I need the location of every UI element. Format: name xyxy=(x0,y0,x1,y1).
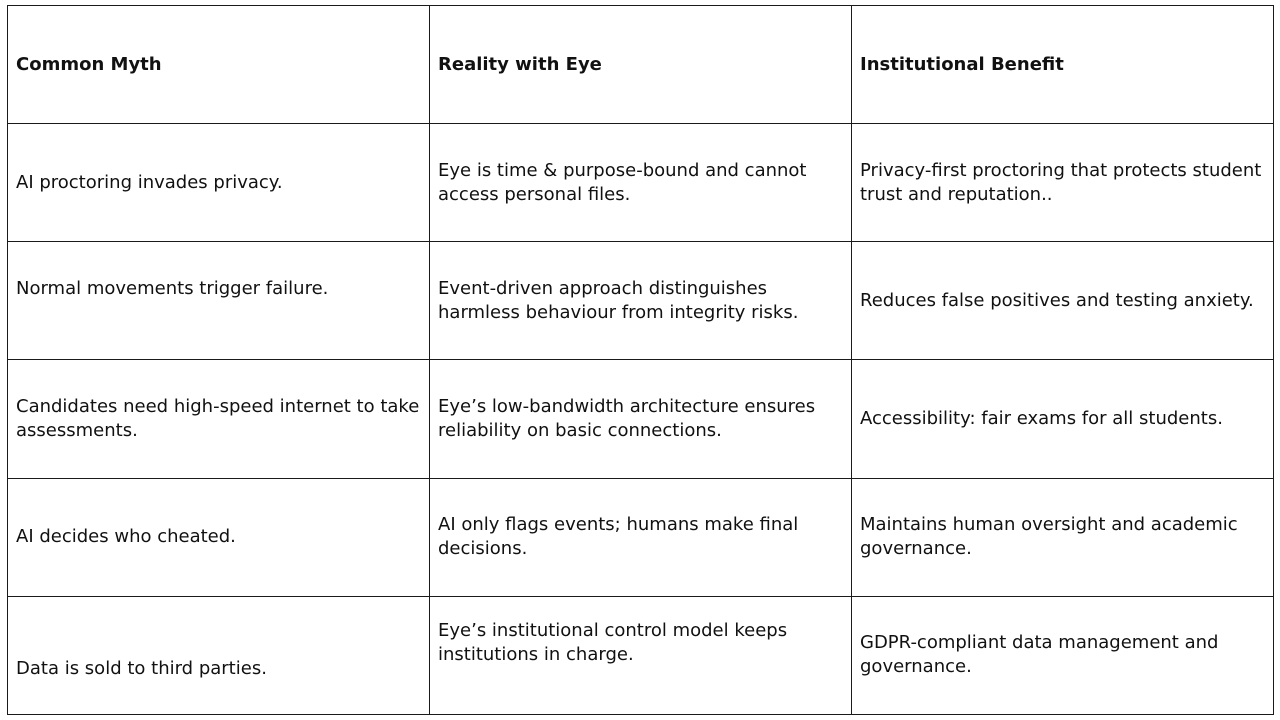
reality-text: Eye’s institutional control model keeps institutions in charge. xyxy=(438,620,788,666)
myth-text: Data is sold to third parties. xyxy=(16,658,267,680)
myth-cell: Candidates need high-speed internet to take assessments. xyxy=(8,360,430,478)
reality-cell xyxy=(430,596,852,714)
header-institutional-benefit: Institutional Benefit xyxy=(852,6,1274,124)
myth-reality-table xyxy=(7,5,1274,715)
myth-cell xyxy=(8,242,430,360)
benefit-cell: Accessibility: fair exams for all students. xyxy=(852,360,1274,478)
benefit-cell: Reduces false positives and testing anxiety. xyxy=(852,242,1274,360)
table-row xyxy=(8,360,1274,478)
table-row xyxy=(8,242,1274,360)
table-header-row xyxy=(8,6,1274,124)
myth-cell: AI decides who cheated. xyxy=(8,478,430,596)
benefit-cell: Privacy-first proctoring that protects student trust and reputation.. xyxy=(852,124,1274,242)
myth-cell: AI proctoring invades privacy. xyxy=(8,124,430,242)
header-common-myth: Common Myth xyxy=(8,6,430,124)
benefit-cell: Maintains human oversight and academic governance. xyxy=(852,478,1274,596)
myth-text: Normal movements trigger failure. xyxy=(16,277,329,299)
reality-cell: Eye’s low-bandwidth architecture ensures reliability on basic connections. xyxy=(430,360,852,478)
reality-cell: AI only flags events; humans make final decisions. xyxy=(430,478,852,596)
reality-cell: Event-driven approach distinguishes harmless behaviour from integrity risks. xyxy=(430,242,852,360)
reality-cell: Eye is time & purpose-bound and cannot access personal files. xyxy=(430,124,852,242)
table-row xyxy=(8,478,1274,596)
table-row xyxy=(8,596,1274,714)
table-row xyxy=(8,124,1274,242)
benefit-cell: GDPR-compliant data management and governance. xyxy=(852,596,1274,714)
myth-cell xyxy=(8,596,430,714)
header-reality-with-eye: Reality with Eye xyxy=(430,6,852,124)
